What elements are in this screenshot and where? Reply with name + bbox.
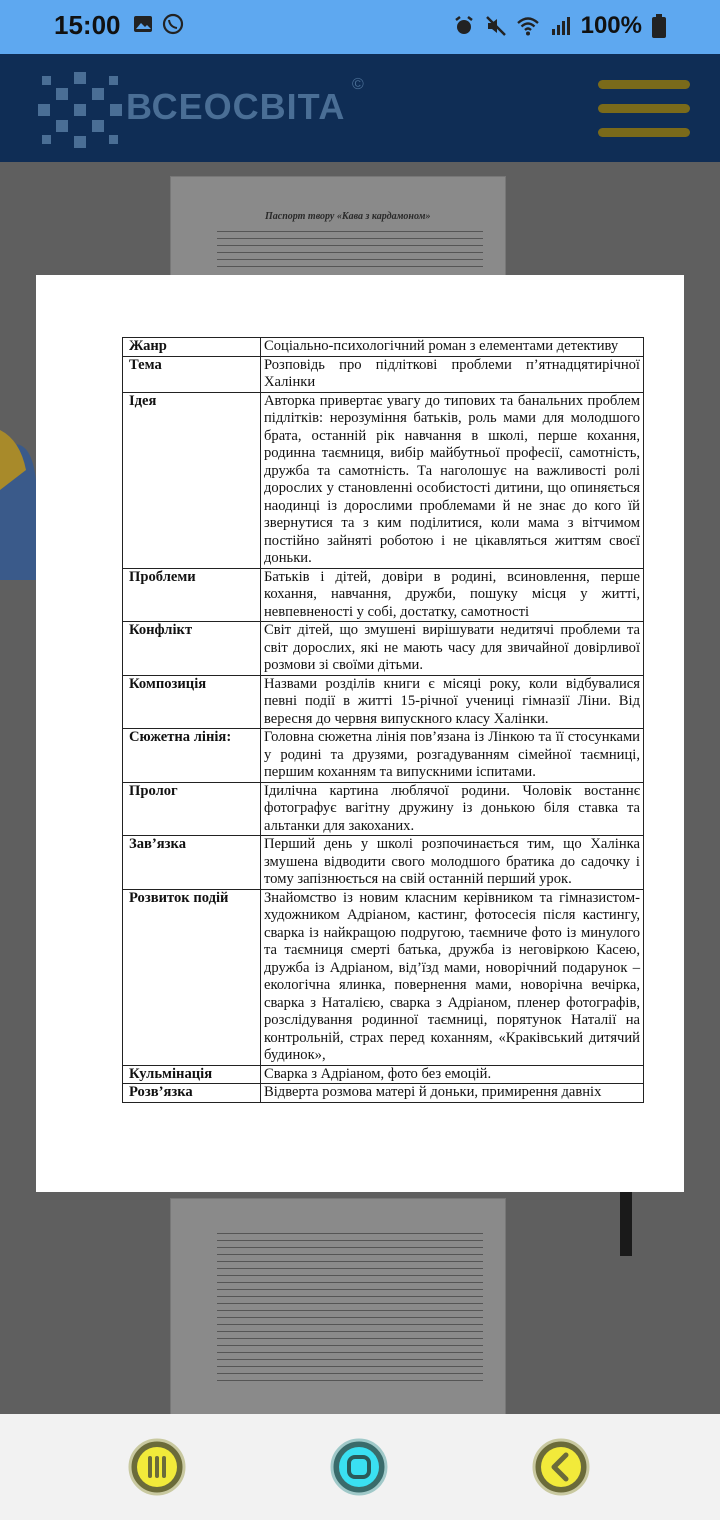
battery-percent: 100% xyxy=(580,12,642,39)
viber-icon xyxy=(162,13,184,35)
row-key: Розв’язка xyxy=(123,1084,261,1103)
row-key: Розвиток подій xyxy=(123,889,261,1065)
row-value: Головна сюжетна лінія пов’язана із Лінкою та її стосунками у родині та друзями, розгадуванням сімейної таємниці, першим коханням та випускними іспитами. xyxy=(261,729,644,783)
row-value: Сварка з Адріаном, фото без емоцій. xyxy=(261,1065,644,1084)
table-row xyxy=(123,338,644,357)
row-key: Композиція xyxy=(123,675,261,729)
passport-table xyxy=(122,337,644,1103)
row-value: Розповідь про підліткові проблеми п’ятнадцятирічної Халінки xyxy=(261,356,644,392)
wifi-icon xyxy=(517,15,539,37)
row-value: Авторка привертає увагу до типових та банальних проблем підлітків: нерозуміння батьків, роль мами для молодшого брата, останній рік навчання в школі, перше кохання, родинна таємниця, вибір майбутньої професії, самотність, дружба та самотність. Та наголошує на важливості ролі дорослих у становленні особистості дитини, що опиняється наодинці із дорослими проблемами й не знає до кого їй звернутися та з ким поділитися, коли мама з вітчимом постійно зайняті роботою і не цікавляться життям своєї доньки. xyxy=(261,392,644,568)
status-time: 15:00 xyxy=(54,10,121,40)
logo-copyright: © xyxy=(352,76,364,93)
row-key: Сюжетна лінія: xyxy=(123,729,261,783)
row-value: Батьків і дітей, довіри в родині, всиновлення, перше кохання, навчання, дружби, пошуку місця у житті, невпевненості у собі, достатку, самотності xyxy=(261,568,644,622)
decoration-image xyxy=(0,430,38,580)
table-row xyxy=(123,1084,644,1103)
row-key: Проблеми xyxy=(123,568,261,622)
row-key: Зав’язка xyxy=(123,836,261,890)
table-row xyxy=(123,356,644,392)
status-bar xyxy=(0,0,720,54)
hamburger-icon[interactable] xyxy=(598,80,690,138)
table-row xyxy=(123,568,644,622)
alarm-icon xyxy=(453,15,475,37)
row-value: Світ дітей, що змушені вирішувати недитячі проблеми та світ дорослих, які не мають часу для звичайної довірливої розмови зі своїми дітьми. xyxy=(261,622,644,676)
image-icon xyxy=(132,13,154,35)
table-row xyxy=(123,1065,644,1084)
background-page-bottom xyxy=(170,1198,506,1416)
battery-icon xyxy=(652,14,666,38)
mute-icon xyxy=(485,15,507,37)
row-value: Відверта розмова матері й доньки, примирення давніх xyxy=(261,1084,644,1103)
back-icon[interactable] xyxy=(532,1438,590,1496)
table-row xyxy=(123,675,644,729)
table-row xyxy=(123,889,644,1065)
row-key: Пролог xyxy=(123,782,261,836)
row-key: Жанр xyxy=(123,338,261,357)
row-value: Ідилічна картина люблячої родини. Чоловік востаннє фотографує вагітну дружину із донькою біля ставка та альтанки для закоханих. xyxy=(261,782,644,836)
background-page-top xyxy=(170,176,506,282)
row-key: Ідея xyxy=(123,392,261,568)
row-key: Конфлікт xyxy=(123,622,261,676)
row-value: Соціально-психологічний роман з елементами детективу xyxy=(261,338,644,357)
document-page[interactable] xyxy=(36,275,684,1192)
table-row xyxy=(123,729,644,783)
table-row xyxy=(123,622,644,676)
row-value: Перший день у школі розпочинається тим, що Халінка змушена відводити свого молодшого братика до садочку і тому запізнюється на свій останній перший урок. xyxy=(261,836,644,890)
snowflake-logo-icon xyxy=(34,68,126,152)
row-key: Кульмінація xyxy=(123,1065,261,1084)
row-key: Тема xyxy=(123,356,261,392)
logo-text: ВСЕОСВІТА xyxy=(126,86,346,127)
background-page-title: Паспорт твору «Кава з кардамоном» xyxy=(265,211,431,222)
recent-apps-icon[interactable] xyxy=(128,1438,186,1496)
table-row xyxy=(123,836,644,890)
home-icon[interactable] xyxy=(330,1438,388,1496)
row-value: Знайомство із новим класним керівником та гімназистом-художником Адріаном, кастинг, фотосесія після кастингу, сварка із найкращою подругою, таємниче фото із минулого та таємниця смерті батька, дружба із неговіркою Касею, дружба із Адріаном, від’їзд мами, новорічний подарунок – екологічна ялинка, повернення мами, новорічна вечірка, сварка з Наталією, сварка з Адріаном, пленер фотографів, розслідування родинної таємниці, порятунок Наталії на контрольній, страх перед коханням, «Краківський дитячий будинок», xyxy=(261,889,644,1065)
table-row xyxy=(123,782,644,836)
signal-icon xyxy=(549,15,571,37)
table-row xyxy=(123,392,644,568)
row-value: Назвами розділів книги є місяці року, коли відбувалися певні події в житті 15-річної учениці гімназії Ліни. Від вересня до червня випускного класу Халінки. xyxy=(261,675,644,729)
